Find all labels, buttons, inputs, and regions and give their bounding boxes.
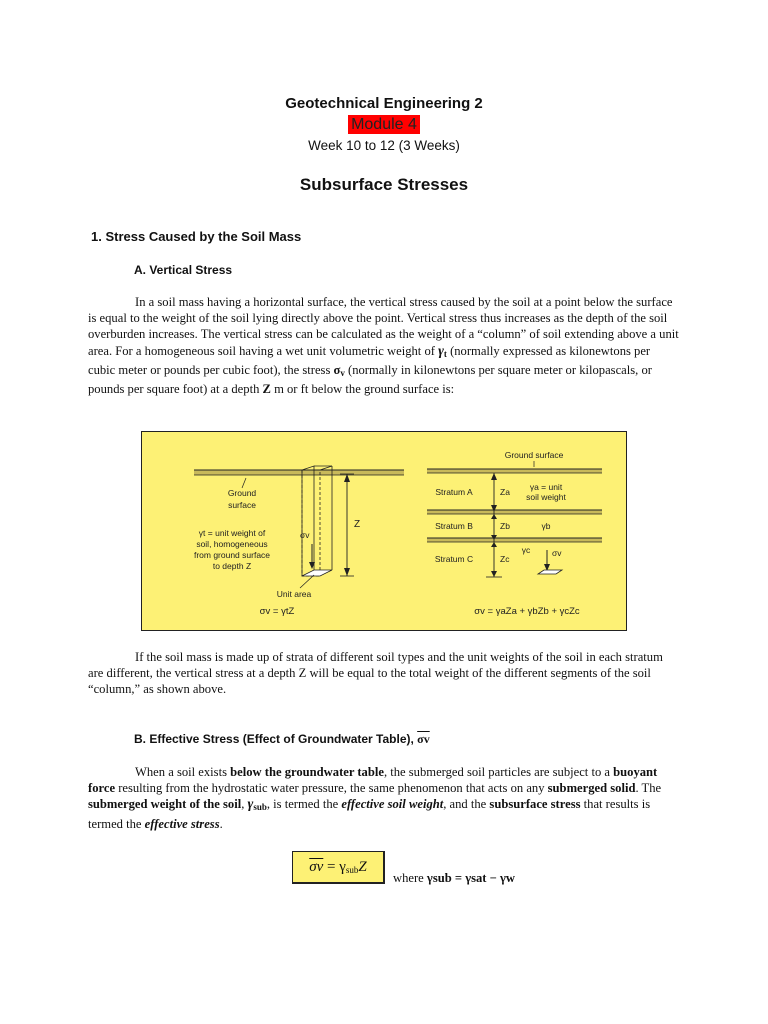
page-title: Subsurface Stresses (299, 175, 469, 194)
gamma-desc-2: soil, homogeneous (196, 539, 268, 549)
sigma-v-bar: $\overline{\sigma v}$ (417, 732, 430, 746)
gamma-desc-4: to depth Z (212, 561, 252, 571)
gamma-b-label: γb (541, 521, 551, 531)
subsection-heading-b: B. Effective Stress (Effect of Groundwater Table), $\overline{\sigma v}$ (134, 732, 430, 746)
gamma-a-label: γa = unit (529, 482, 563, 492)
formula-where-clause: where γsub = γsat − γw (393, 871, 515, 885)
effective-stress-formula: $\overline{\sigma v} = \gamma_{sub}Z$ (292, 851, 385, 884)
unit-area-label: Unit area (276, 589, 312, 599)
gamma-desc-3: from ground surface (193, 550, 271, 560)
paragraph-effective-stress: When a soil exists below the groundwater table, the submerged soil particles are subject to a buoyant force resulting from the hydrostatic water pressure, the same phenomenon that acts on any submerged solid. The submerged weight of the soil, $\gamma_{sub}$, is termed the effective soil weight, and the subsurface stress that results is termed the effective stress. (88, 765, 662, 831)
subsection-heading-a: A. Vertical Stress (134, 263, 233, 277)
course-title: Geotechnical Engineering 2 (285, 95, 483, 112)
ground-label-2: surface (228, 500, 256, 510)
right-formula: σv = γaZa + γbZb + γcZc (474, 606, 580, 617)
stratum-b-label: Stratum B (435, 521, 473, 531)
unit-area (302, 570, 332, 576)
vertical-stress-figure (141, 431, 627, 631)
paragraph-vertical-stress: In a soil mass having a horizontal surface, the vertical stress caused by the soil at a point below the surface is equal to the weight of the soil lying directly above the point. Vertical stress thus increases as the depth of the soil overburden increases. The vertical stress can be calculated as the weight of a “column” of soil extending above a unit area. For a homogeneous soil having a wet unit volumetric weight of $\gamma_t$ (normally expressed as kilonewtons per cubic meter or pounds per cubic foot), the stress $\sigma_v$ (normally in kilonewtons per square meter or kilopascals, or pounds per square foot) at a depth Z m or ft below the ground surface is: (88, 295, 679, 397)
soil-column (302, 470, 320, 576)
sigma-v-label: σv (300, 530, 310, 540)
paragraph-strata: If the soil mass is made up of strata of different soil types and the unit weights of the soil in each stratum are different, the vertical stress at a depth Z will be equal to the total weight of the different segments of the soil “column,” as shown above. (88, 650, 663, 697)
right-diagram (427, 450, 602, 617)
gamma-a-desc: soil weight (526, 492, 566, 502)
ground-surface-label: Ground surface (504, 450, 564, 460)
left-diagram (194, 466, 404, 617)
za-label: Za (500, 487, 510, 497)
unit-area-plate (538, 570, 562, 574)
zb-label: Zb (500, 521, 510, 531)
weeks-subtitle: Week 10 to 12 (3 Weeks) (308, 138, 460, 153)
z-label: Z (354, 519, 361, 530)
section-heading: 1. Stress Caused by the Soil Mass (91, 229, 302, 244)
sigma-v-right-label: σv (552, 548, 562, 558)
module-label: Module 4 (348, 115, 420, 134)
stratum-a-label: Stratum A (435, 487, 473, 497)
ground-label-1: Ground (227, 488, 257, 498)
gamma-c-label: γc (521, 545, 531, 555)
left-formula: σv = γtZ (259, 606, 295, 617)
ground-surface-band (194, 470, 404, 475)
zc-label: Zc (500, 554, 510, 564)
gamma-desc-1: γt = unit weight of (198, 528, 266, 538)
stratum-c-label: Stratum C (434, 554, 474, 564)
gamma-symbol: γ (438, 343, 444, 359)
module-badge (0, 116, 768, 134)
